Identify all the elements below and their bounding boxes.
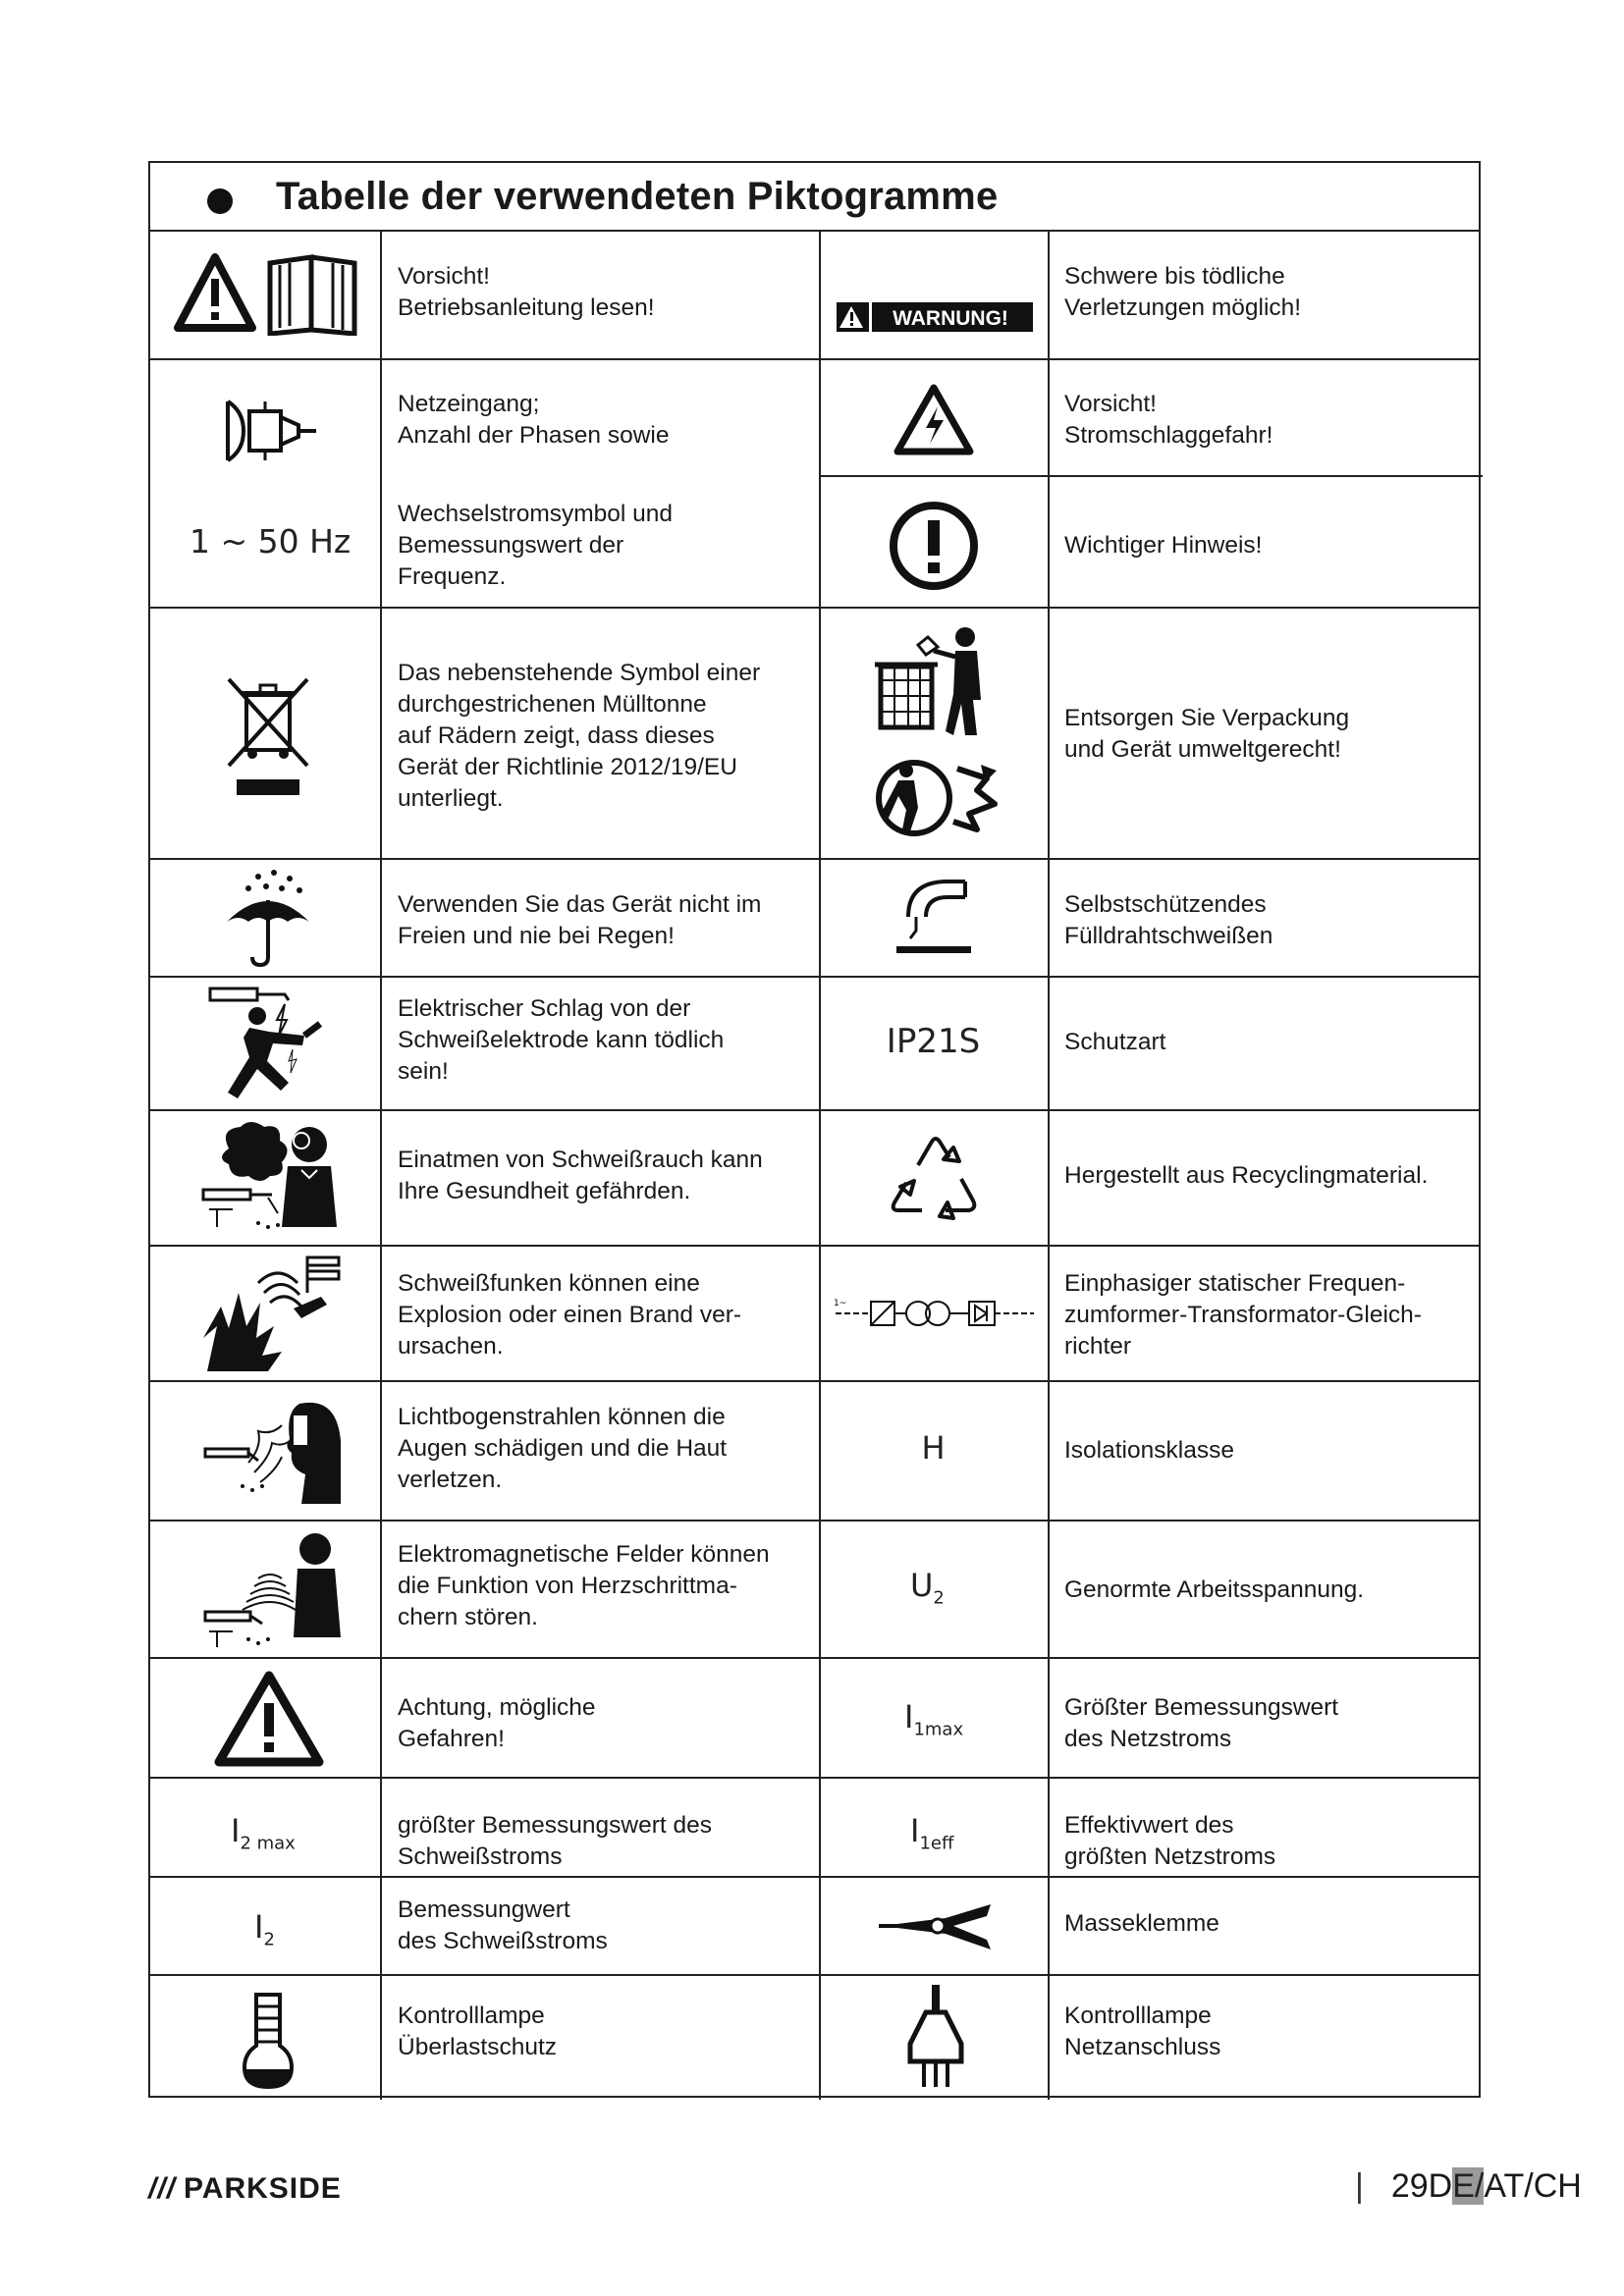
max-welding-current-symbol: $I_{2 max}$ <box>231 1812 296 1854</box>
crossed-bin-icon <box>209 673 327 803</box>
no-rain-umbrella-icon <box>209 866 327 970</box>
table-title-row <box>150 163 1479 232</box>
cell-read-manual: Vorsicht! Betriebsanleitung lesen! <box>398 263 655 321</box>
row-divider <box>150 1974 1479 1976</box>
max-mains-current-symbol: $I_{1max}$ <box>904 1698 964 1740</box>
overload-lamp-icon <box>229 1985 307 2095</box>
bullet-icon <box>207 188 233 214</box>
cell-rated-voltage: Genormte Arbeitsspannung. <box>1064 1576 1365 1603</box>
recycling-icon <box>877 1125 991 1233</box>
cell-shock-hazard: Vorsicht! Stromschlaggefahr! <box>1064 391 1273 449</box>
cell-flux-cored: Selbstschützendes Fülldrahtschweißen <box>1064 891 1273 949</box>
cell-important-note: Wichtiger Hinweis! <box>1064 532 1263 559</box>
sparks-explosion-icon <box>189 1253 356 1376</box>
cell-electrode-shock: Elektrischer Schlag von der Schweißelektrode kann tödlich sein! <box>398 995 725 1085</box>
dispose-recycle-icon <box>849 620 1016 844</box>
column-divider <box>1048 232 1050 2100</box>
electric-shock-warning-icon <box>877 381 991 459</box>
cell-mains-lamp: Kontrolllampe Netzanschluss <box>1064 2002 1221 2060</box>
cell-ground-clamp: Masseklemme <box>1064 1910 1219 1937</box>
warning-manual-icon <box>170 249 366 338</box>
row-divider <box>150 858 1479 860</box>
table-title: Tabelle der verwendeten Piktogramme <box>276 175 999 218</box>
cell-effective-mains-current: Effektivwert des größten Netzstroms <box>1064 1812 1276 1870</box>
important-note-icon <box>877 497 991 595</box>
cell-caution: Achtung, mögliche Gefahren! <box>398 1694 596 1752</box>
cell-emf-pacemaker: Elektromagnetische Felder können die Funktion von Herzschrittma- chern stören. <box>398 1541 770 1630</box>
cell-protection-class: Schutzart <box>1064 1029 1166 1055</box>
cell-recycled-material: Hergestellt aus Recyclingmaterial. <box>1064 1162 1429 1189</box>
row-divider <box>150 976 1479 978</box>
cell-inverter-desc: Einphasiger statischer Frequen- zumformer-Transformator-Gleich- richter <box>1064 1270 1422 1360</box>
cell-welding-fumes: Einatmen von Schweißrauch kann Ihre Gesundheit gefährden. <box>398 1147 763 1204</box>
cell-ac-symbol: Wechselstromsymbol und Bemessungswert der Frequenz. <box>398 501 674 590</box>
warning-badge-label: WARNUNG! <box>893 307 1008 330</box>
row-divider <box>150 1657 1479 1659</box>
welding-fumes-icon <box>189 1117 356 1239</box>
row-divider <box>150 1520 1479 1522</box>
brand-logo: /// PARKSIDE <box>148 2172 342 2205</box>
ground-clamp-icon <box>867 1891 1004 1961</box>
row-divider <box>150 607 1479 609</box>
insulation-class-symbol: H <box>921 1429 946 1467</box>
inverter-transformer-rectifier-icon <box>828 1292 1042 1335</box>
effective-mains-current-symbol: $I_{1eff}$ <box>910 1812 954 1854</box>
row-divider <box>150 1109 1479 1111</box>
row-divider <box>150 1380 1479 1382</box>
row-divider <box>150 1876 1479 1878</box>
caution-icon <box>205 1665 333 1773</box>
column-divider <box>380 232 382 2100</box>
svg-text:1~: 1~ <box>834 1299 847 1308</box>
electrode-shock-icon <box>189 980 347 1105</box>
frequency-symbol: 1 ~ 50 Hz <box>189 522 352 561</box>
mains-lamp-icon <box>896 1981 975 2095</box>
row-divider <box>819 475 1483 477</box>
row-divider <box>150 1245 1479 1247</box>
cell-overload-lamp: Kontrolllampe Überlastschutz <box>398 2002 558 2060</box>
cell-fatal-injury: Schwere bis tödliche Verletzungen möglich! <box>1064 263 1302 321</box>
cell-arc-rays: Lichtbogenstrahlen können die Augen schädigen und die Haut verletzen. <box>398 1404 728 1493</box>
cell-rated-welding-current: Bemessungwert des Schweißstroms <box>398 1896 608 1954</box>
mains-plug-icon <box>209 387 327 475</box>
column-divider <box>819 232 821 2100</box>
arc-rays-icon <box>189 1390 356 1514</box>
cell-max-mains-current: Größter Bemessungswert des Netzstroms <box>1064 1694 1339 1752</box>
cell-insulation-class: Isolationsklasse <box>1064 1437 1234 1464</box>
cell-weee-directive: Das nebenstehende Symbol einer durchgestrichenen Mülltonne auf Rädern zeigt, dass dieses Gerät der Richtlinie 2012/19/EU unterliegt. <box>398 660 761 812</box>
voltage-symbol: $U_2$ <box>910 1567 945 1609</box>
row-divider <box>150 1777 1479 1779</box>
pictogram-table <box>148 161 1481 2098</box>
rated-welding-current-symbol: $I_2$ <box>254 1908 275 1950</box>
cell-mains-input: Netzeingang; Anzahl der Phasen sowie <box>398 391 670 449</box>
warning-badge <box>832 300 1038 334</box>
emf-pacemaker-icon <box>189 1527 356 1653</box>
flux-cored-welding-icon <box>877 872 991 960</box>
cell-no-rain: Verwenden Sie das Gerät nicht im Freien und nie bei Regen! <box>398 891 762 949</box>
page-number: | 29DE/AT/CH <box>1355 2167 1582 2205</box>
cell-max-welding-current: größter Bemessungswert des Schweißstroms <box>398 1812 712 1870</box>
ip-rating-symbol: IP21S <box>886 1022 981 1061</box>
cell-sparks-explosion: Schweißfunken können eine Explosion oder einen Brand ver- ursachen. <box>398 1270 742 1360</box>
cell-dispose-eco: Entsorgen Sie Verpackung und Gerät umweltgerecht! <box>1064 705 1350 763</box>
row-divider <box>150 358 1479 360</box>
